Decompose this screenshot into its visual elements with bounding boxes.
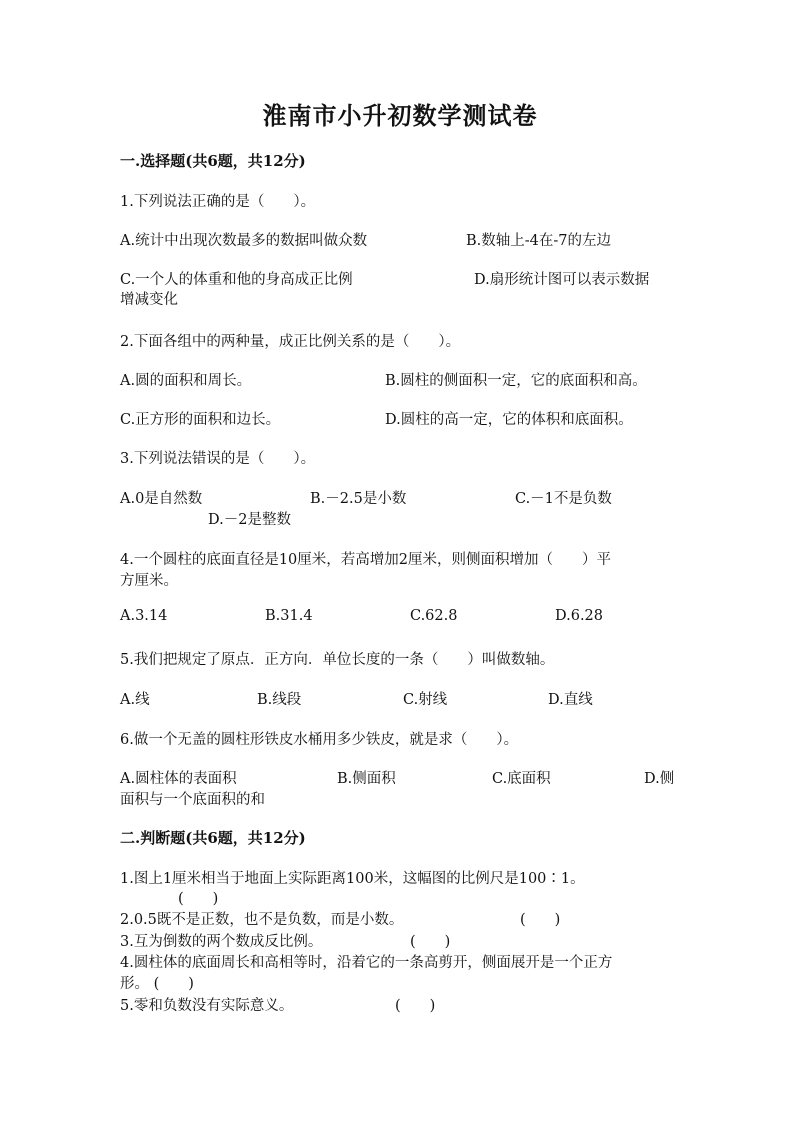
option-b: B.－2.5是小数 bbox=[310, 491, 407, 507]
option-b: B.数轴上-4在-7的左边 bbox=[466, 233, 612, 249]
option-a: A.圆柱体的表面积 bbox=[120, 771, 237, 787]
judgement-item: 3.互为倒数的两个数成反比例。 bbox=[120, 934, 323, 950]
page-title: 淮南市小升初数学测试卷 bbox=[262, 101, 538, 130]
question-stem: 6.做一个无盖的圆柱形铁皮水桶用多少铁皮，就是求（ ）。 bbox=[120, 732, 519, 748]
option-c: C.一个人的体重和他的身高成正比例 bbox=[120, 272, 353, 288]
judgement-item-continued: 形。 ( ) bbox=[120, 976, 194, 992]
option-a: A.圆的面积和周长。 bbox=[120, 373, 252, 389]
question-stem: 4.一个圆柱的底面直径是10厘米，若高增加2厘米，则侧面积增加（ ）平 bbox=[120, 552, 612, 568]
option-d: D.－2是整数 bbox=[208, 512, 291, 528]
answer-paren: ( ) bbox=[520, 912, 561, 928]
question-stem: 2.下面各组中的两种量，成正比例关系的是（ ）。 bbox=[120, 334, 461, 350]
option-c: C.－1不是负数 bbox=[515, 491, 612, 507]
option-c: C.射线 bbox=[403, 692, 448, 708]
option-c: C.正方形的面积和边长。 bbox=[120, 412, 281, 428]
option-d: D.6.28 bbox=[555, 608, 604, 624]
question-stem: 1.下列说法正确的是（ ）。 bbox=[120, 194, 316, 210]
judgement-item: 5.零和负数没有实际意义。 bbox=[120, 998, 294, 1014]
option-a: A.线 bbox=[120, 692, 150, 708]
question-stem: 5.我们把规定了原点．正方向．单位长度的一条（ ）叫做数轴。 bbox=[120, 652, 555, 668]
option-d-continued: 面积与一个底面积的和 bbox=[120, 792, 265, 808]
option-b: B.侧面积 bbox=[337, 771, 396, 787]
judgement-item: 1.图上1厘米相当于地面上实际距离100米，这幅图的比例尺是100∶1。 bbox=[120, 871, 585, 887]
option-a: A.统计中出现次数最多的数据叫做众数 bbox=[120, 233, 368, 249]
answer-paren: ( ) bbox=[410, 934, 451, 950]
option-a: A.3.14 bbox=[120, 608, 168, 624]
option-c: C.底面积 bbox=[492, 771, 551, 787]
judgement-item: 2.0.5既不是正数，也不是负数，而是小数。 bbox=[120, 912, 404, 928]
question-stem-continued: 方厘米。 bbox=[120, 573, 178, 589]
option-d: D.扇形统计图可以表示数据 bbox=[474, 272, 650, 288]
option-b: B.31.4 bbox=[265, 608, 313, 624]
option-d: D.侧 bbox=[644, 771, 675, 787]
option-c: C.62.8 bbox=[410, 608, 458, 624]
option-b: B.线段 bbox=[257, 692, 302, 708]
option-d-continued: 增减变化 bbox=[120, 292, 178, 308]
section-heading-judgement: 二.判断题(共6题，共12分) bbox=[120, 829, 306, 847]
section-heading-choice: 一.选择题(共6题，共12分) bbox=[120, 152, 306, 170]
option-d: D.圆柱的高一定，它的体积和底面积。 bbox=[385, 412, 633, 428]
option-b: B.圆柱的侧面积一定，它的底面积和高。 bbox=[385, 373, 647, 389]
option-d: D.直线 bbox=[548, 692, 593, 708]
option-a: A.0是自然数 bbox=[120, 491, 203, 507]
answer-paren: ( ) bbox=[395, 998, 436, 1014]
question-stem: 3.下列说法错误的是（ ）。 bbox=[120, 451, 316, 467]
answer-paren: ( ) bbox=[178, 891, 219, 907]
judgement-item: 4.圆柱体的底面周长和高相等时，沿着它的一条高剪开，侧面展开是一个正方 bbox=[120, 955, 613, 971]
